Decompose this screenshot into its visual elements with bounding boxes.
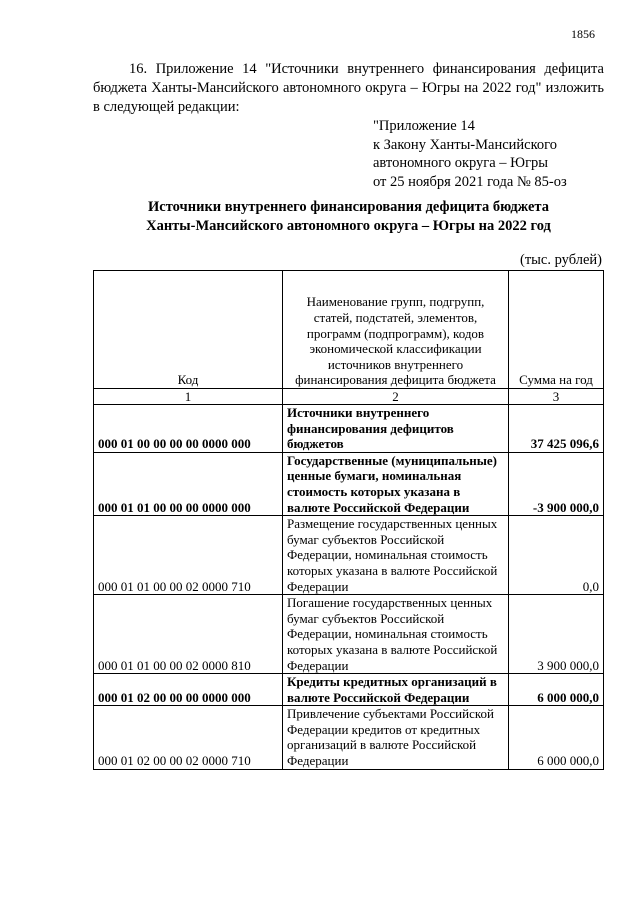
row-name: Размещение государственных ценных бумаг субъектов Российской Федерации, номинальная стоимость которых указана в валюте Российской Федерации xyxy=(283,516,509,595)
header-code: Код xyxy=(94,271,283,389)
row-code: 000 01 01 00 00 02 0000 710 xyxy=(94,516,283,595)
row-amount: 37 425 096,6 xyxy=(509,405,604,453)
row-code: 000 01 00 00 00 00 0000 000 xyxy=(94,405,283,453)
column-number: 1 xyxy=(94,389,283,405)
table-row xyxy=(94,452,604,515)
table-row xyxy=(94,516,604,595)
row-name: Источники внутреннего финансирования дефицитов бюджетов xyxy=(283,405,509,453)
table-row xyxy=(94,405,604,453)
unit-label: (тыс. рублей) xyxy=(520,252,602,268)
table-header-row xyxy=(94,271,604,389)
table-row xyxy=(94,706,604,769)
row-amount: 6 000 000,0 xyxy=(509,706,604,769)
column-numbers-row xyxy=(94,389,604,405)
row-amount: 6 000 000,0 xyxy=(509,674,604,706)
header-name: Наименование групп, подгрупп, статей, подстатей, элементов, программ (подпрограмм), кодов экономической классификации источников внутреннего финансирования дефицита бюджета xyxy=(283,271,509,389)
page-number: 1856 xyxy=(571,27,595,41)
row-amount: 0,0 xyxy=(509,516,604,595)
appendix-reference: "Приложение 14 к Закону Ханты-Мансийского автономного округа – Югры от 25 ноября 2021 года № 85-оз xyxy=(373,118,567,190)
document-title: Источники внутреннего финансирования дефицита бюджета Ханты-Мансийского автономного округа – Югры на 2022 год xyxy=(146,199,551,234)
row-code: 000 01 01 00 00 00 0000 000 xyxy=(94,452,283,515)
row-name: Государственные (муниципальные) ценные бумаги, номинальная стоимость которых указана в валюте Российской Федерации xyxy=(283,452,509,515)
column-number: 3 xyxy=(509,389,604,405)
row-amount: 3 900 000,0 xyxy=(509,595,604,674)
column-number: 2 xyxy=(283,389,509,405)
intro-paragraph: 16. Приложение 14 "Источники внутреннего финансирования дефицита бюджета Ханты-Мансийского автономного округа – Югры на 2022 год" изложить в следующей редакции: xyxy=(93,61,604,115)
row-name: Погашение государственных ценных бумаг субъектов Российской Федерации, номинальная стоимость которых указана в валюте Российской Федерации xyxy=(283,595,509,674)
row-code: 000 01 02 00 00 02 0000 710 xyxy=(94,706,283,769)
table-row xyxy=(94,595,604,674)
table-row xyxy=(94,674,604,706)
header-amount: Сумма на год xyxy=(509,271,604,389)
row-code: 000 01 01 00 00 02 0000 810 xyxy=(94,595,283,674)
row-amount: -3 900 000,0 xyxy=(509,452,604,515)
row-name: Кредиты кредитных организаций в валюте Российской Федерации xyxy=(283,674,509,706)
row-name: Привлечение субъектами Российской Федерации кредитов от кредитных организаций в валюте Российской Федерации xyxy=(283,706,509,769)
financing-sources-table xyxy=(93,270,604,770)
row-code: 000 01 02 00 00 00 0000 000 xyxy=(94,674,283,706)
